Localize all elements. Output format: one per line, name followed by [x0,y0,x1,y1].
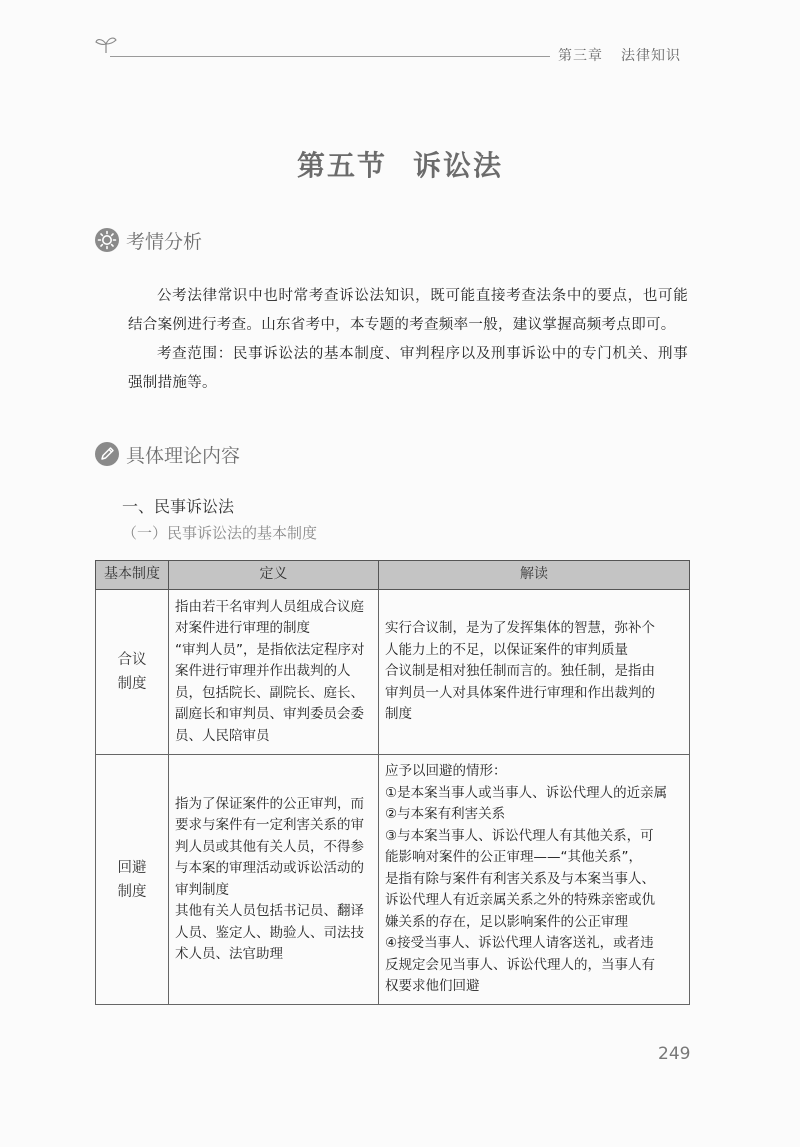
text-line: 对案件进行审理的制度 [175,620,310,637]
section-name: 诉讼法 [413,149,504,182]
text-line: 术人员、法官助理 [175,946,283,962]
text-line: 其他有关人员包括书记员、翻译 [175,903,364,919]
text-line: ①是本案当事人或当事人、诉讼代理人的近亲属 [385,784,668,801]
definition-cell [169,590,379,755]
system-name-cell [96,755,169,1005]
text-line: 诉讼代理人有近亲属关系之外的特殊亲密或仇 [385,892,655,909]
text-line: ④接受当事人、诉讼代理人请客送礼，或者违 [385,935,654,952]
running-header [558,45,681,65]
text-line: 反规定会见当事人、诉讼代理人的，当事人有 [385,956,655,973]
text-line: 制度 [385,706,412,723]
subheading-basic-systems: （一）民事诉讼法的基本制度 [122,524,318,542]
text-line: 要求与案件有一定利害关系的审 [175,817,364,833]
text-line: 审判制度 [175,881,229,898]
table-row [96,755,690,1005]
table-row [96,590,690,755]
definition-cell [169,755,379,1005]
page-number: 249 [658,1044,691,1064]
text-line: 指由若干名审判人员组成合议庭 [175,598,364,615]
section-number: 第五节 [296,149,387,182]
text-line: 合议制是相对独任制而言的。独任制，是指由 [385,663,655,680]
text-line: 审判员一人对具体案件进行审理和作出裁判的 [385,684,655,701]
column-header: 基本制度 [96,561,169,590]
text-line: 应予以回避的情形： [385,763,507,780]
sprout-icon [94,34,118,54]
text-line: 判人员或其他有关人员，不得参 [175,838,364,855]
chapter-number: 第三章 [558,48,603,64]
pencil-icon [94,441,120,467]
system-name-line: 制度 [117,676,147,692]
system-name-line: 合议 [117,652,147,668]
text-line: 指为了保证案件的公正审判，而 [175,795,364,812]
subheading-civil-procedure: 一、民事诉讼法 [122,497,235,516]
text-line: ③与本案当事人、诉讼代理人有其他关系，可 [385,827,654,844]
text-line: ②与本案有利害关系 [385,806,506,823]
table-header-row [96,561,690,590]
analysis-paragraph-2: 考查范围：民事诉讼法的基本制度、审判程序以及刑事诉讼中的专门机关、刑事强制措施等。 [128,346,688,391]
text-line: 是指有除与案件有利害关系及与本案当事人、 [385,870,655,887]
text-line: 嫌关系的存在，足以影响案件的公正审理 [385,913,628,930]
column-header: 解读 [379,561,690,590]
text-line: 员、人民陪审员 [175,727,270,744]
analysis-heading-label: 考情分析 [126,230,203,253]
explanation-cell [379,590,690,755]
content-heading [94,440,240,468]
text-line: 人员、鉴定人、勘验人、司法技 [175,924,364,941]
text-line: 案件进行审理并作出裁判的人 [175,663,351,680]
text-line: 副庭长和审判员、审判委员会委 [175,706,364,723]
system-name-line: 制度 [117,883,147,900]
system-name-cell [96,590,169,755]
chapter-title: 法律知识 [621,48,681,64]
text-line: “审判人员”，是指依法定程序对 [175,641,365,658]
system-name-line: 回避 [117,859,147,876]
explanation-cell [379,755,690,1005]
text-line: 人能力上的不足，以保证案件的审判质量 [385,641,628,658]
text-line: 能影响对案件的公正审理——“其他关系”， [385,849,642,866]
section-title [0,144,800,184]
sun-icon [94,227,120,253]
text-line: 与本案的审理活动或诉讼活动的 [175,860,364,876]
text-line: 员，包括院长、副院长、庭长、 [175,684,364,701]
column-header: 定义 [169,561,379,590]
text-line: 权要求他们回避 [385,978,480,995]
analysis-paragraph-1: 公考法律常识中也时常考查诉讼法知识，既可能直接考查法条中的要点，也可能结合案例进行考查。山东省考中，本专题的考查频率一般，建议掌握高频考点即可。 [128,288,688,333]
basic-systems-table [95,560,690,1005]
header-rule [110,56,550,57]
content-heading-label: 具体理论内容 [126,444,241,467]
analysis-heading [94,226,202,254]
text-line: 实行合议制，是为了发挥集体的智慧，弥补个 [385,620,655,637]
